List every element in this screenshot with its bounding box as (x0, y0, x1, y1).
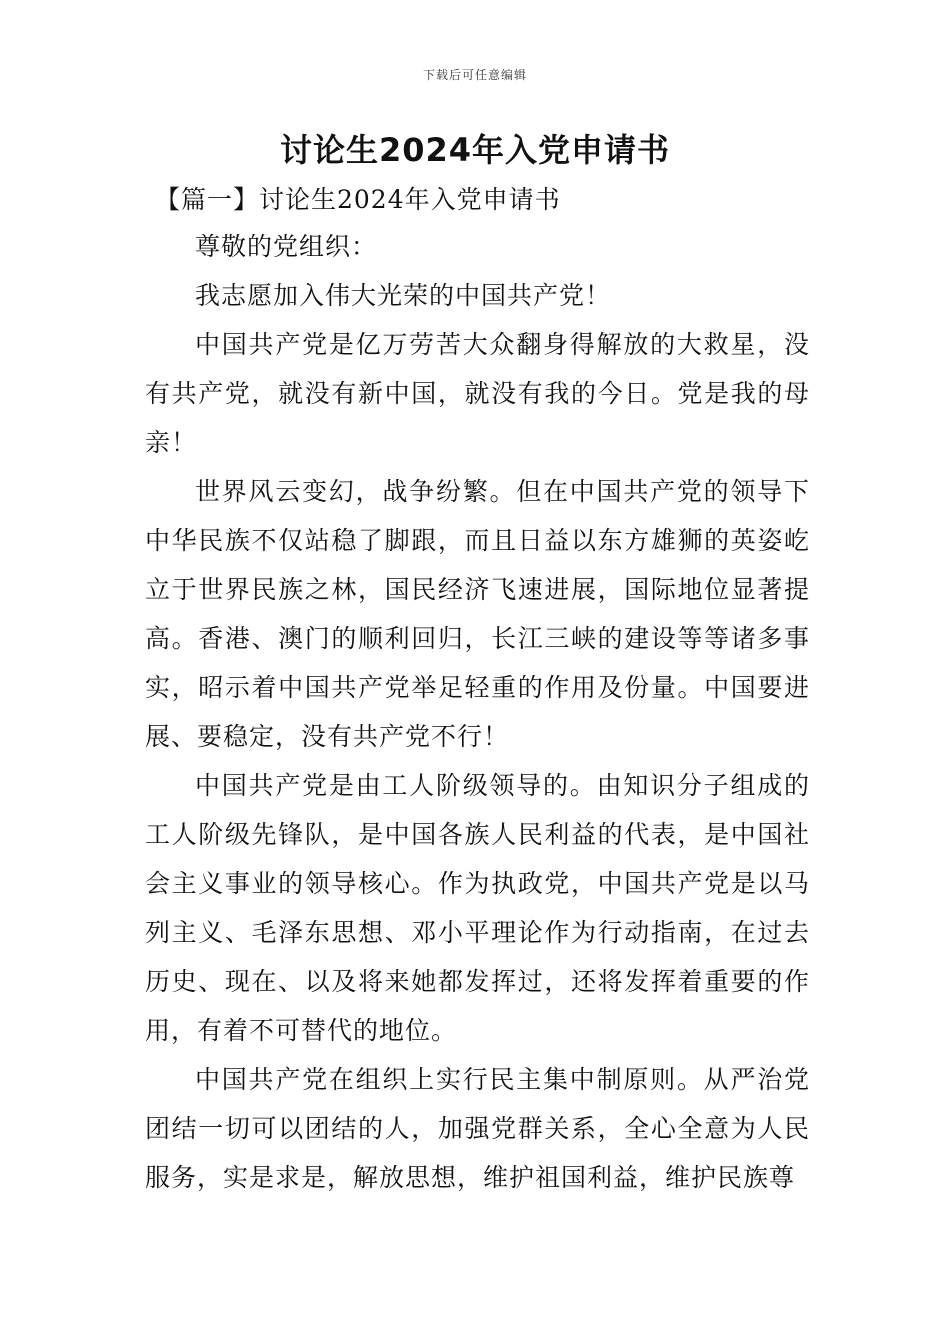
paragraph-3: 世界风云变幻，战争纷繁。但在中国共产党的领导下中华民族不仅站稳了脚跟，而且日益以东方雄狮的英姿屹立于世界民族之林，国民经济飞速进展，国际地位显著提高。香港、澳门的顺利回归，长江三峡的建设等等诸多事实，昭示着中国共产党举足轻重的作用及份量。中国要进展、要稳定，没有共产党不行！ (145, 477, 810, 751)
document-body (145, 178, 810, 1202)
salutation: 尊敬的党组织： (195, 232, 378, 261)
section-heading: 【篇一】讨论生2024年入党申请书 (155, 185, 561, 214)
document-title: 讨论生2024年入党申请书 (279, 131, 671, 169)
header-note: 下载后可任意编辑 (422, 68, 527, 82)
paragraph-5: 中国共产党在组织上实行民主集中制原则。从严治党团结一切可以团结的人，加强党群关系，全心全意为人民服务，实是求是，解放思想，维护祖国利益，维护民族尊 (145, 1065, 810, 1192)
paragraph-2: 中国共产党是亿万劳苦大众翻身得解放的大救星，没有共产党，就没有新中国，就没有我的今日。党是我的母亲！ (145, 330, 810, 457)
paragraph-4: 中国共产党是由工人阶级领导的。由知识分子组成的工人阶级先锋队，是中国各族人民利益的代表，是中国社会主义事业的领导核心。作为执政党，中国共产党是以马列主义、毛泽东思想、邓小平理论作为行动指南，在过去历史、现在、以及将来她都发挥过，还将发挥着重要的作用，有着不可替代的地位。 (145, 771, 810, 1045)
paragraph-1: 我志愿加入伟大光荣的中国共产党！ (195, 281, 612, 310)
